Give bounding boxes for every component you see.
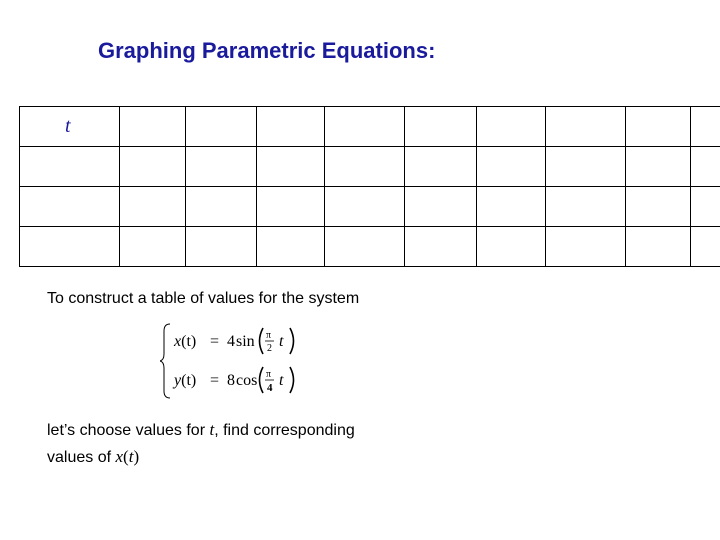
instruction-line-1 (47, 417, 355, 444)
table-cell (477, 187, 546, 227)
eq2-equals: = (210, 372, 220, 389)
table-cell (257, 147, 325, 187)
line2-paren-close: ) (133, 447, 140, 466)
table-cell (691, 147, 720, 187)
table-cell (120, 227, 186, 267)
instruction-line-2 (47, 444, 355, 471)
eq2-close-paren (290, 367, 294, 393)
eq2-frac-num: π (266, 369, 272, 380)
table-cell (691, 227, 720, 267)
line2-variable-t: t (128, 447, 134, 466)
line1-text-before: let’s choose values for (47, 422, 210, 439)
table-cell (325, 227, 405, 267)
table-row-t (20, 107, 720, 147)
values-table (19, 106, 720, 267)
table-cell (325, 107, 405, 147)
table-cell (186, 107, 257, 147)
table-cell (546, 107, 626, 147)
table-cell (626, 107, 691, 147)
eq1-equals: = (210, 333, 220, 350)
line1-variable-t: t (209, 420, 215, 439)
table-cell (257, 227, 325, 267)
table-cell (405, 107, 477, 147)
table-cell (405, 227, 477, 267)
header-cell-t: t (20, 107, 120, 147)
table-cell (626, 147, 691, 187)
table-cell (120, 187, 186, 227)
left-brace (160, 324, 170, 398)
table-cell (257, 107, 325, 147)
table-row (20, 187, 720, 227)
eq2-frac-den: 4 (267, 382, 273, 394)
eq2-rhs: 8cos (227, 372, 258, 389)
eq1-open-paren (260, 328, 264, 354)
table-cell (405, 147, 477, 187)
eq1-arg-var: t (279, 333, 284, 350)
eq1-close-paren (290, 328, 294, 354)
table-cell (325, 147, 405, 187)
line2-paren-open: ( (123, 447, 129, 466)
page-title: Graphing Parametric Equations: (98, 38, 436, 63)
table-cell (20, 187, 120, 227)
table-cell (186, 227, 257, 267)
table-cell (477, 227, 546, 267)
table-cell (477, 147, 546, 187)
table-cell (546, 227, 626, 267)
instruction-paragraph (47, 417, 355, 471)
table-cell (626, 227, 691, 267)
parametric-system (160, 322, 310, 400)
table-cell (120, 147, 186, 187)
table-cell (186, 187, 257, 227)
line2-variable-x: x (115, 447, 124, 466)
table-cell (257, 187, 325, 227)
table-cell (691, 187, 720, 227)
table-row (20, 227, 720, 267)
eq2-lhs: y(t) (174, 372, 197, 389)
table-cell (325, 187, 405, 227)
table-cell (477, 107, 546, 147)
eq1-frac-num: π (266, 330, 272, 341)
eq1-rhs: 4sin (227, 333, 255, 350)
eq1-lhs: x(t) (174, 333, 197, 350)
table-cell (20, 227, 120, 267)
eq2-arg-var: t (279, 372, 284, 389)
table-cell (626, 187, 691, 227)
system-formula (160, 322, 310, 400)
table-cell (20, 147, 120, 187)
eq2-open-paren (260, 367, 264, 393)
intro-text: To construct a table of values for the system (47, 290, 360, 307)
eq1-frac-den: 2 (267, 343, 272, 354)
table-cell (546, 147, 626, 187)
table-cell (691, 107, 720, 147)
table-cell (405, 187, 477, 227)
line1-text-after: , find corresponding (214, 422, 355, 439)
table-row (20, 147, 720, 187)
table-cell (546, 187, 626, 227)
table-cell (186, 147, 257, 187)
line2-text-before: values of (47, 449, 116, 466)
table-cell (120, 107, 186, 147)
